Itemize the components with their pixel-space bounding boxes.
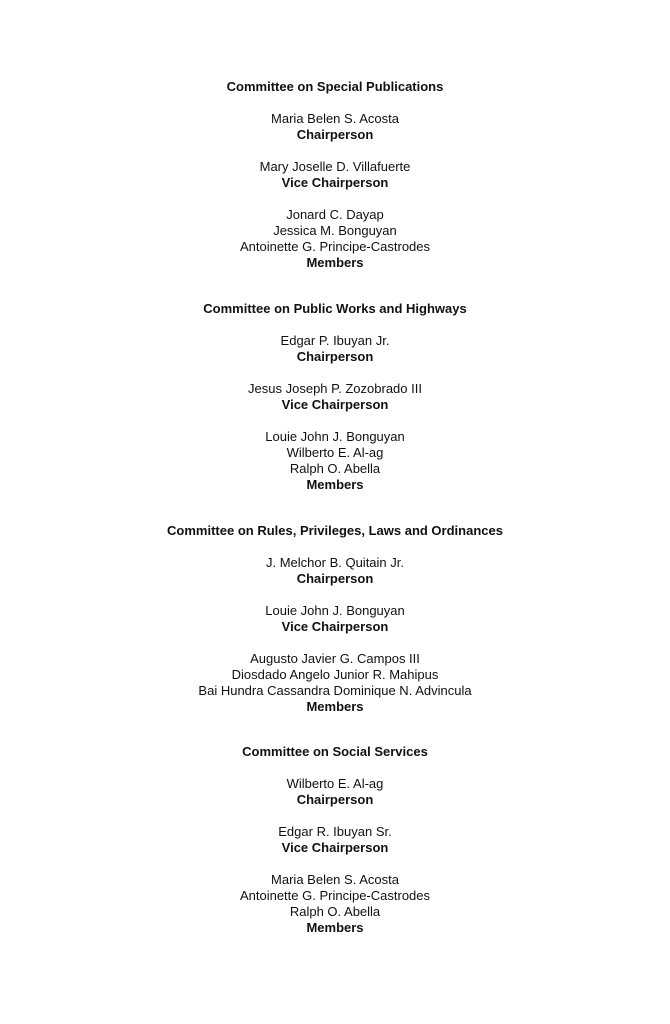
vice-chairperson-label: Vice Chairperson <box>281 175 389 190</box>
vice-chairperson-name: Edgar R. Ibuyan Sr. <box>278 824 392 839</box>
vice-chairperson-group <box>0 824 670 856</box>
vice-chairperson-label: Vice Chairperson <box>281 840 389 855</box>
member-name: Augusto Javier G. Campos III <box>250 651 420 666</box>
chairperson-name: Wilberto E. Al-ag <box>286 776 384 791</box>
members-group <box>0 872 670 936</box>
chairperson-label: Chairperson <box>296 349 374 364</box>
chairperson-group <box>0 333 670 365</box>
vice-chairperson-label: Vice Chairperson <box>281 619 389 634</box>
chairperson-group <box>0 111 670 143</box>
vice-chairperson-name: Mary Joselle D. Villafuerte <box>259 159 411 174</box>
vice-chairperson-name: Louie John J. Bonguyan <box>265 603 405 618</box>
committee-title: Committee on Special Publications <box>226 79 444 94</box>
chairperson-group <box>0 776 670 808</box>
member-name: Diosdado Angelo Junior R. Mahipus <box>231 667 439 682</box>
vice-chairperson-group <box>0 159 670 191</box>
chairperson-group <box>0 555 670 587</box>
member-name: Ralph O. Abella <box>289 904 381 919</box>
committee-rules-privileges <box>0 523 670 715</box>
chairperson-label: Chairperson <box>296 571 374 586</box>
committee-special-publications <box>0 79 670 271</box>
member-name: Maria Belen S. Acosta <box>271 872 399 887</box>
member-name: Bai Hundra Cassandra Dominique N. Advincula <box>198 683 472 698</box>
vice-chairperson-label: Vice Chairperson <box>281 397 389 412</box>
chairperson-label: Chairperson <box>296 127 374 142</box>
members-group <box>0 651 670 715</box>
members-label: Members <box>306 920 364 935</box>
vice-chairperson-group <box>0 603 670 635</box>
member-name: Antoinette G. Principe-Castrodes <box>239 888 431 903</box>
members-label: Members <box>306 477 364 492</box>
member-name: Jonard C. Dayap <box>286 207 384 222</box>
committee-title: Committee on Rules, Privileges, Laws and Ordinances <box>167 523 503 538</box>
committee-title: Committee on Social Services <box>242 744 428 759</box>
committee-public-works <box>0 301 670 493</box>
members-label: Members <box>306 699 364 714</box>
member-name: Antoinette G. Principe-Castrodes <box>239 239 431 254</box>
committee-title: Committee on Public Works and Highways <box>203 301 467 316</box>
members-label: Members <box>306 255 364 270</box>
committee-social-services <box>0 744 670 936</box>
member-name: Louie John J. Bonguyan <box>265 429 405 444</box>
chairperson-name: J. Melchor B. Quitain Jr. <box>266 555 404 570</box>
member-name: Jessica M. Bonguyan <box>273 223 397 238</box>
chairperson-name: Maria Belen S. Acosta <box>271 111 399 126</box>
vice-chairperson-group <box>0 381 670 413</box>
chairperson-name: Edgar P. Ibuyan Jr. <box>280 333 390 348</box>
member-name: Ralph O. Abella <box>289 461 381 476</box>
member-name: Wilberto E. Al-ag <box>286 445 384 460</box>
vice-chairperson-name: Jesus Joseph P. Zozobrado III <box>248 381 422 396</box>
chairperson-label: Chairperson <box>296 792 374 807</box>
members-group <box>0 207 670 271</box>
members-group <box>0 429 670 493</box>
